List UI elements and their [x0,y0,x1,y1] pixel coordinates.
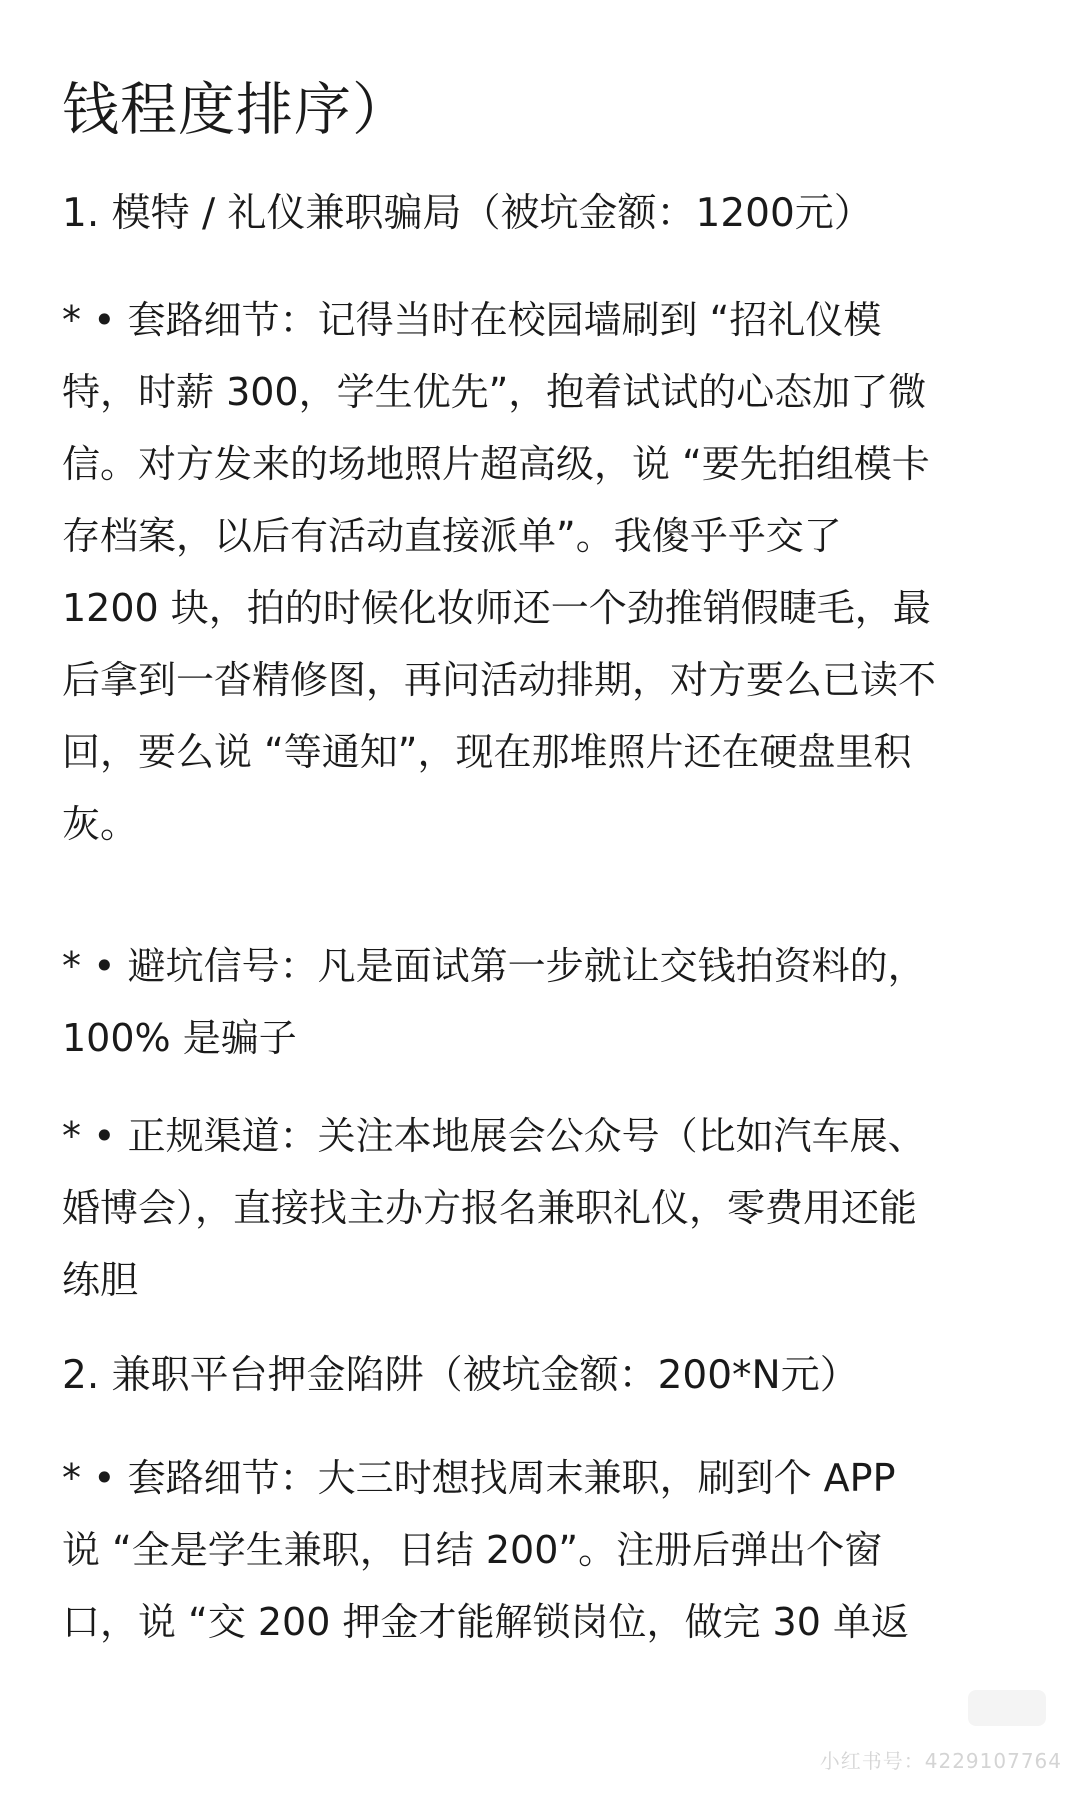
paragraph-line: * • 套路细节：大三时想找周末兼职，刷到个 APP [62,1456,896,1500]
paragraph-line: 回，要么说 “等通知”，现在那堆照片还在硬盘里积 [62,730,912,774]
paragraph-line: 婚博会），直接找主办方报名兼职礼仪，零费用还能 [62,1186,918,1230]
paragraph-scam-details-2 [62,1442,1037,1658]
paragraph-scam-details-1 [62,284,1037,860]
paragraph-line: 1200 块，拍的时候化妆师还一个劲推销假睫毛，最 [62,586,931,630]
paragraph-line: 存档案，以后有活动直接派单”。我傻乎乎交了 [62,514,842,558]
section-title-1: 1. 模特 / 礼仪兼职骗局（被坑金额：1200元） [62,191,873,236]
paragraph-line: 说 “全是学生兼职，日结 200”。注册后弹出个窗 [62,1528,883,1572]
paragraph-line: * • 套路细节：记得当时在校园墙刷到 “招礼仪模 [62,298,882,342]
paragraph-line: 100% 是骗子 [62,1016,297,1060]
paragraph-line: * • 避坑信号：凡是面试第一步就让交钱拍资料的， [62,944,926,988]
paragraph-line: 灰。 [62,802,139,846]
paragraph-warning-signal-1 [62,930,1037,1074]
paragraph-line: 口，说 “交 200 押金才能解锁岗位，做完 30 单返 [62,1600,909,1644]
paragraph-line: 后拿到一沓精修图，再问活动排期，对方要么已读不 [62,658,937,702]
watermark: 小红书号：4229107764 [819,1749,1062,1773]
section-title-2: 2. 兼职平台押金陷阱（被坑金额：200*N元） [62,1353,859,1398]
paragraph-legit-channel-1 [62,1100,1037,1316]
paragraph-line: 信。对方发来的场地照片超高级，说 “要先拍组模卡 [62,442,930,486]
paragraph-line: 特，时薪 300，学生优先”，抱着试试的心态加了微 [62,370,927,414]
paragraph-line: * • 正规渠道：关注本地展会公众号（比如汽车展、 [62,1114,926,1158]
article-heading: 钱程度排序） [62,77,410,143]
paragraph-line: 练胆 [62,1258,139,1302]
watermark-logo-icon [968,1690,1046,1726]
